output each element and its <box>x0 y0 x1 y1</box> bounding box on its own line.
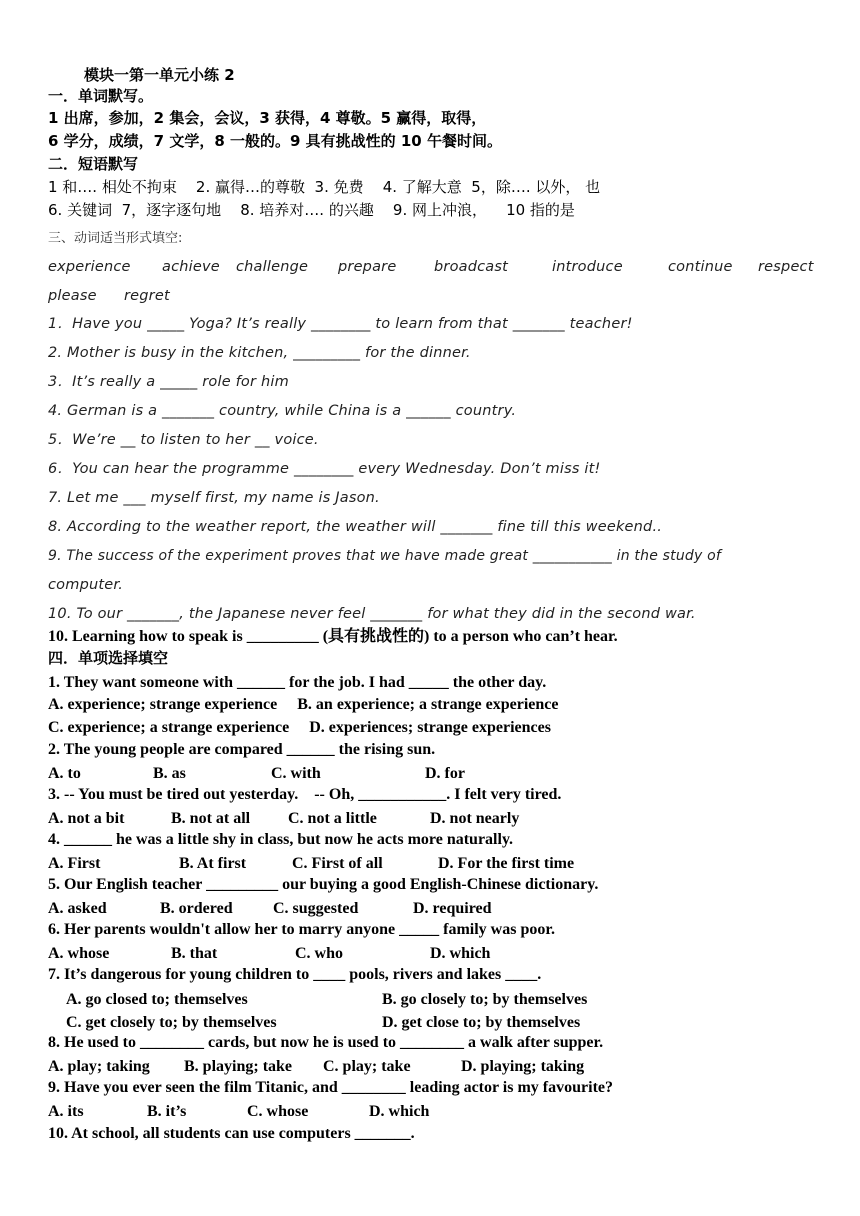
mc-option: B. as <box>153 765 186 782</box>
word-bank-item: challenge <box>236 259 309 275</box>
page-title: 模块一第一单元小练 2 <box>84 66 235 84</box>
mc-option: A. go closed to; themselves <box>66 991 248 1008</box>
s3-question-7: 7. Let me ___ myself first, my name is Jason. <box>48 490 380 506</box>
mc-option: A. its <box>48 1103 84 1120</box>
word-bank-item: please <box>48 288 97 304</box>
mc-option: D. which <box>369 1103 430 1120</box>
word-bank-item: introduce <box>552 259 623 275</box>
mc-option: B. it’s <box>147 1103 187 1120</box>
mc-question-1: 1. They want someone with ______ for the job. I had _____ the other day. <box>48 674 547 691</box>
section1-line1: 1 出席，参加，2 集会，会议，3 获得，4 尊敬。5 赢得，取得， <box>48 109 487 127</box>
mc-question-7: 7. It’s dangerous for young children to ____ pools, rivers and lakes ____. <box>48 966 542 983</box>
mc-option: C. whose <box>247 1103 309 1120</box>
mc-option: B. that <box>171 945 218 962</box>
mc-options-1a: A. experience; strange experience B. an experience; a strange experience <box>48 696 559 713</box>
s3-question-9-cont: computer. <box>48 577 124 593</box>
mc-option: B. At first <box>179 855 247 872</box>
mc-question-3: 3. -- You must be tired out yesterday. -- Oh, ___________. I felt very tired. <box>48 786 562 803</box>
mc-question-9: 9. Have you ever seen the film Titanic, and ________ leading actor is my favourite? <box>48 1079 614 1096</box>
section2-heading: 二．短语默写 <box>48 155 139 173</box>
section2-line1: 1 和…. 相处不拘束 2. 赢得…的尊敬 3. 免费 4. 了解大意 5，除…. 以外， 也 <box>48 178 601 196</box>
word-bank-item: prepare <box>338 259 397 275</box>
mc-option: D. For the first time <box>438 855 575 872</box>
word-bank-item: respect <box>758 259 814 275</box>
s3-question-4: 4. German is a _______ country, while China is a ______ country. <box>48 403 517 419</box>
mc-question-5: 5. Our English teacher _________ our buying a good English-Chinese dictionary. <box>48 876 599 893</box>
section1-heading: 一．单词默写。 <box>48 87 154 105</box>
word-bank-item: broadcast <box>434 259 509 275</box>
s3-question-10: 10. To our _______, the Japanese never feel _______ for what they did in the second war. <box>48 606 696 622</box>
mc-option: D. required <box>413 900 492 917</box>
mc-option: A. to <box>48 765 81 782</box>
section1-line2: 6 学分，成绩，7 文学，8 一般的。9 具有挑战性的 10 午餐时间。 <box>48 132 502 150</box>
mc-option: B. ordered <box>160 900 233 917</box>
s3-question-9: 9. The success of the experiment proves that we have made great ___________ in the study of <box>48 548 722 564</box>
mc-option: A. not a bit <box>48 810 125 827</box>
mc-option: D. playing; taking <box>461 1058 585 1075</box>
word-bank-item: experience <box>48 259 131 275</box>
s3-question-5: 5．We’re __ to listen to her __ voice. <box>48 432 319 448</box>
word-bank-item: continue <box>668 259 733 275</box>
mc-option: C. with <box>271 765 321 782</box>
word-bank-item: achieve <box>162 259 220 275</box>
s3-question-3: 3．It’s really a _____ role for him <box>48 374 289 390</box>
mc-option: A. whose <box>48 945 110 962</box>
mc-option: D. which <box>430 945 491 962</box>
mc-option: D. not nearly <box>430 810 520 827</box>
mc-option: B. playing; take <box>184 1058 293 1075</box>
s3-question-10b: 10. Learning how to speak is _________ (具有挑战性的) to a person who can’t hear. <box>48 628 618 645</box>
section2-line2: 6. 关键词 7，逐字逐句地 8. 培养对…. 的兴趣 9. 网上冲浪， 10 指的是 <box>48 201 575 219</box>
mc-question-6: 6. Her parents wouldn't allow her to marry anyone _____ family was poor. <box>48 921 555 938</box>
mc-option: C. not a little <box>288 810 377 827</box>
section4-heading: 四．单项选择填空 <box>48 649 169 667</box>
mc-option: C. get closely to; by themselves <box>66 1014 277 1031</box>
mc-option: D. get close to; by themselves <box>382 1014 581 1031</box>
mc-question-4: 4. ______ he was a little shy in class, but now he acts more naturally. <box>48 831 514 848</box>
mc-option: A. First <box>48 855 101 872</box>
mc-option: A. play; taking <box>48 1058 150 1075</box>
section3-heading: 三、动词适当形式填空: <box>48 231 183 246</box>
mc-option: B. not at all <box>171 810 251 827</box>
mc-option: C. suggested <box>273 900 359 917</box>
mc-question-2: 2. The young people are compared ______ the rising sun. <box>48 741 436 758</box>
s3-question-8: 8. According to the weather report, the weather will _______ fine till this weekend.. <box>48 519 663 535</box>
mc-option: D. for <box>425 765 465 782</box>
mc-option: A. asked <box>48 900 107 917</box>
s3-question-1: 1．Have you _____ Yoga? It’s really ________ to learn from that _______ teacher! <box>48 316 633 332</box>
mc-question-10: 10. At school, all students can use computers _______. <box>48 1125 415 1142</box>
s3-question-6: 6．You can hear the programme ________ every Wednesday. Don’t miss it! <box>48 461 601 477</box>
word-bank-item: regret <box>124 288 170 304</box>
mc-option: C. play; take <box>323 1058 411 1075</box>
mc-options-1b: C. experience; a strange experience D. experiences; strange experiences <box>48 719 551 736</box>
mc-option: B. go closely to; by themselves <box>382 991 588 1008</box>
s3-question-2: 2. Mother is busy in the kitchen, _________ for the dinner. <box>48 345 471 361</box>
mc-option: C. First of all <box>292 855 383 872</box>
mc-option: C. who <box>295 945 344 962</box>
mc-question-8: 8. He used to ________ cards, but now he is used to ________ a walk after supper. <box>48 1034 604 1051</box>
